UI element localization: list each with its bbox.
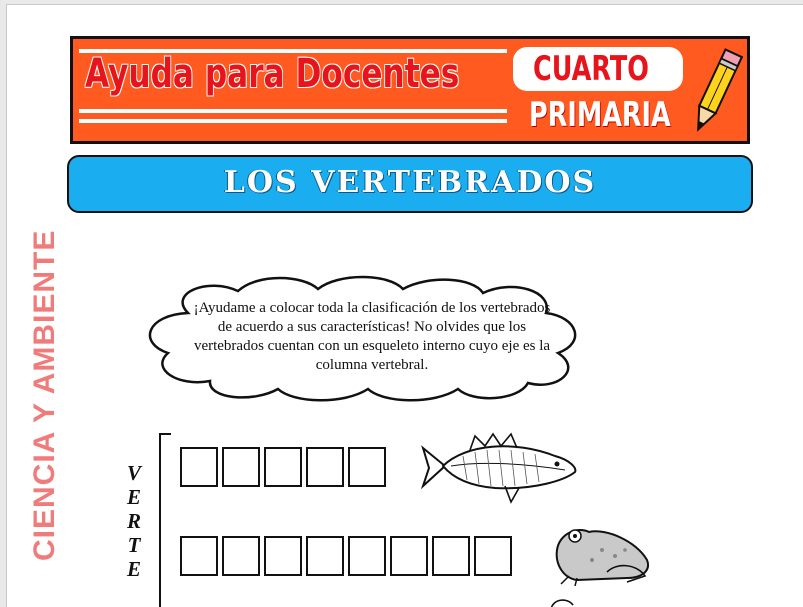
answer-box[interactable] — [348, 447, 386, 487]
vertical-letter: T — [127, 533, 141, 557]
speech-bubble-text: ¡Ayudame a colocar toda la clasificación de los vertebrados de acuerdo a sus características! No olvides que los vertebrados cuentan con un esqueleto interno cuyo eje es la columna vertebral. — [193, 300, 551, 373]
answer-row-1 — [180, 447, 386, 487]
vertical-letter: R — [126, 509, 141, 533]
worksheet-page — [6, 4, 803, 607]
answer-box[interactable] — [348, 536, 386, 576]
banner-stripe — [79, 109, 507, 113]
vertical-word — [119, 461, 149, 581]
answer-box[interactable] — [264, 447, 302, 487]
grade-line1: CUARTO — [533, 49, 649, 89]
answer-box[interactable] — [390, 536, 428, 576]
answer-box[interactable] — [222, 447, 260, 487]
banner-title: Ayuda para Docentes — [85, 51, 460, 97]
grade-line2: PRIMARIA — [529, 95, 671, 135]
animal-illustration-icon — [547, 595, 577, 607]
answer-box[interactable] — [264, 536, 302, 576]
subject-side-label: CIENCIA Y AMBIENTE — [28, 229, 61, 561]
answer-box[interactable] — [306, 447, 344, 487]
bracket-line — [159, 433, 171, 607]
answer-box[interactable] — [432, 536, 470, 576]
grade-badge — [513, 47, 683, 135]
topic-title-bar — [67, 155, 753, 213]
vertical-letter: E — [126, 485, 141, 509]
banner-stripe — [79, 119, 507, 123]
banner — [70, 36, 750, 144]
answer-row-2 — [180, 536, 512, 576]
frog-icon — [547, 520, 657, 586]
answer-box[interactable] — [180, 447, 218, 487]
pencil-icon — [685, 41, 745, 141]
answer-box[interactable] — [222, 536, 260, 576]
answer-box[interactable] — [474, 536, 512, 576]
grade-top — [513, 47, 683, 91]
vertical-letter: V — [126, 461, 141, 485]
topic-title: LOS VERTEBRADOS — [223, 165, 597, 200]
fish-icon — [415, 428, 583, 508]
answer-box[interactable] — [306, 536, 344, 576]
speech-bubble — [128, 273, 608, 405]
answer-box[interactable] — [180, 536, 218, 576]
vertical-letter: E — [126, 557, 141, 581]
